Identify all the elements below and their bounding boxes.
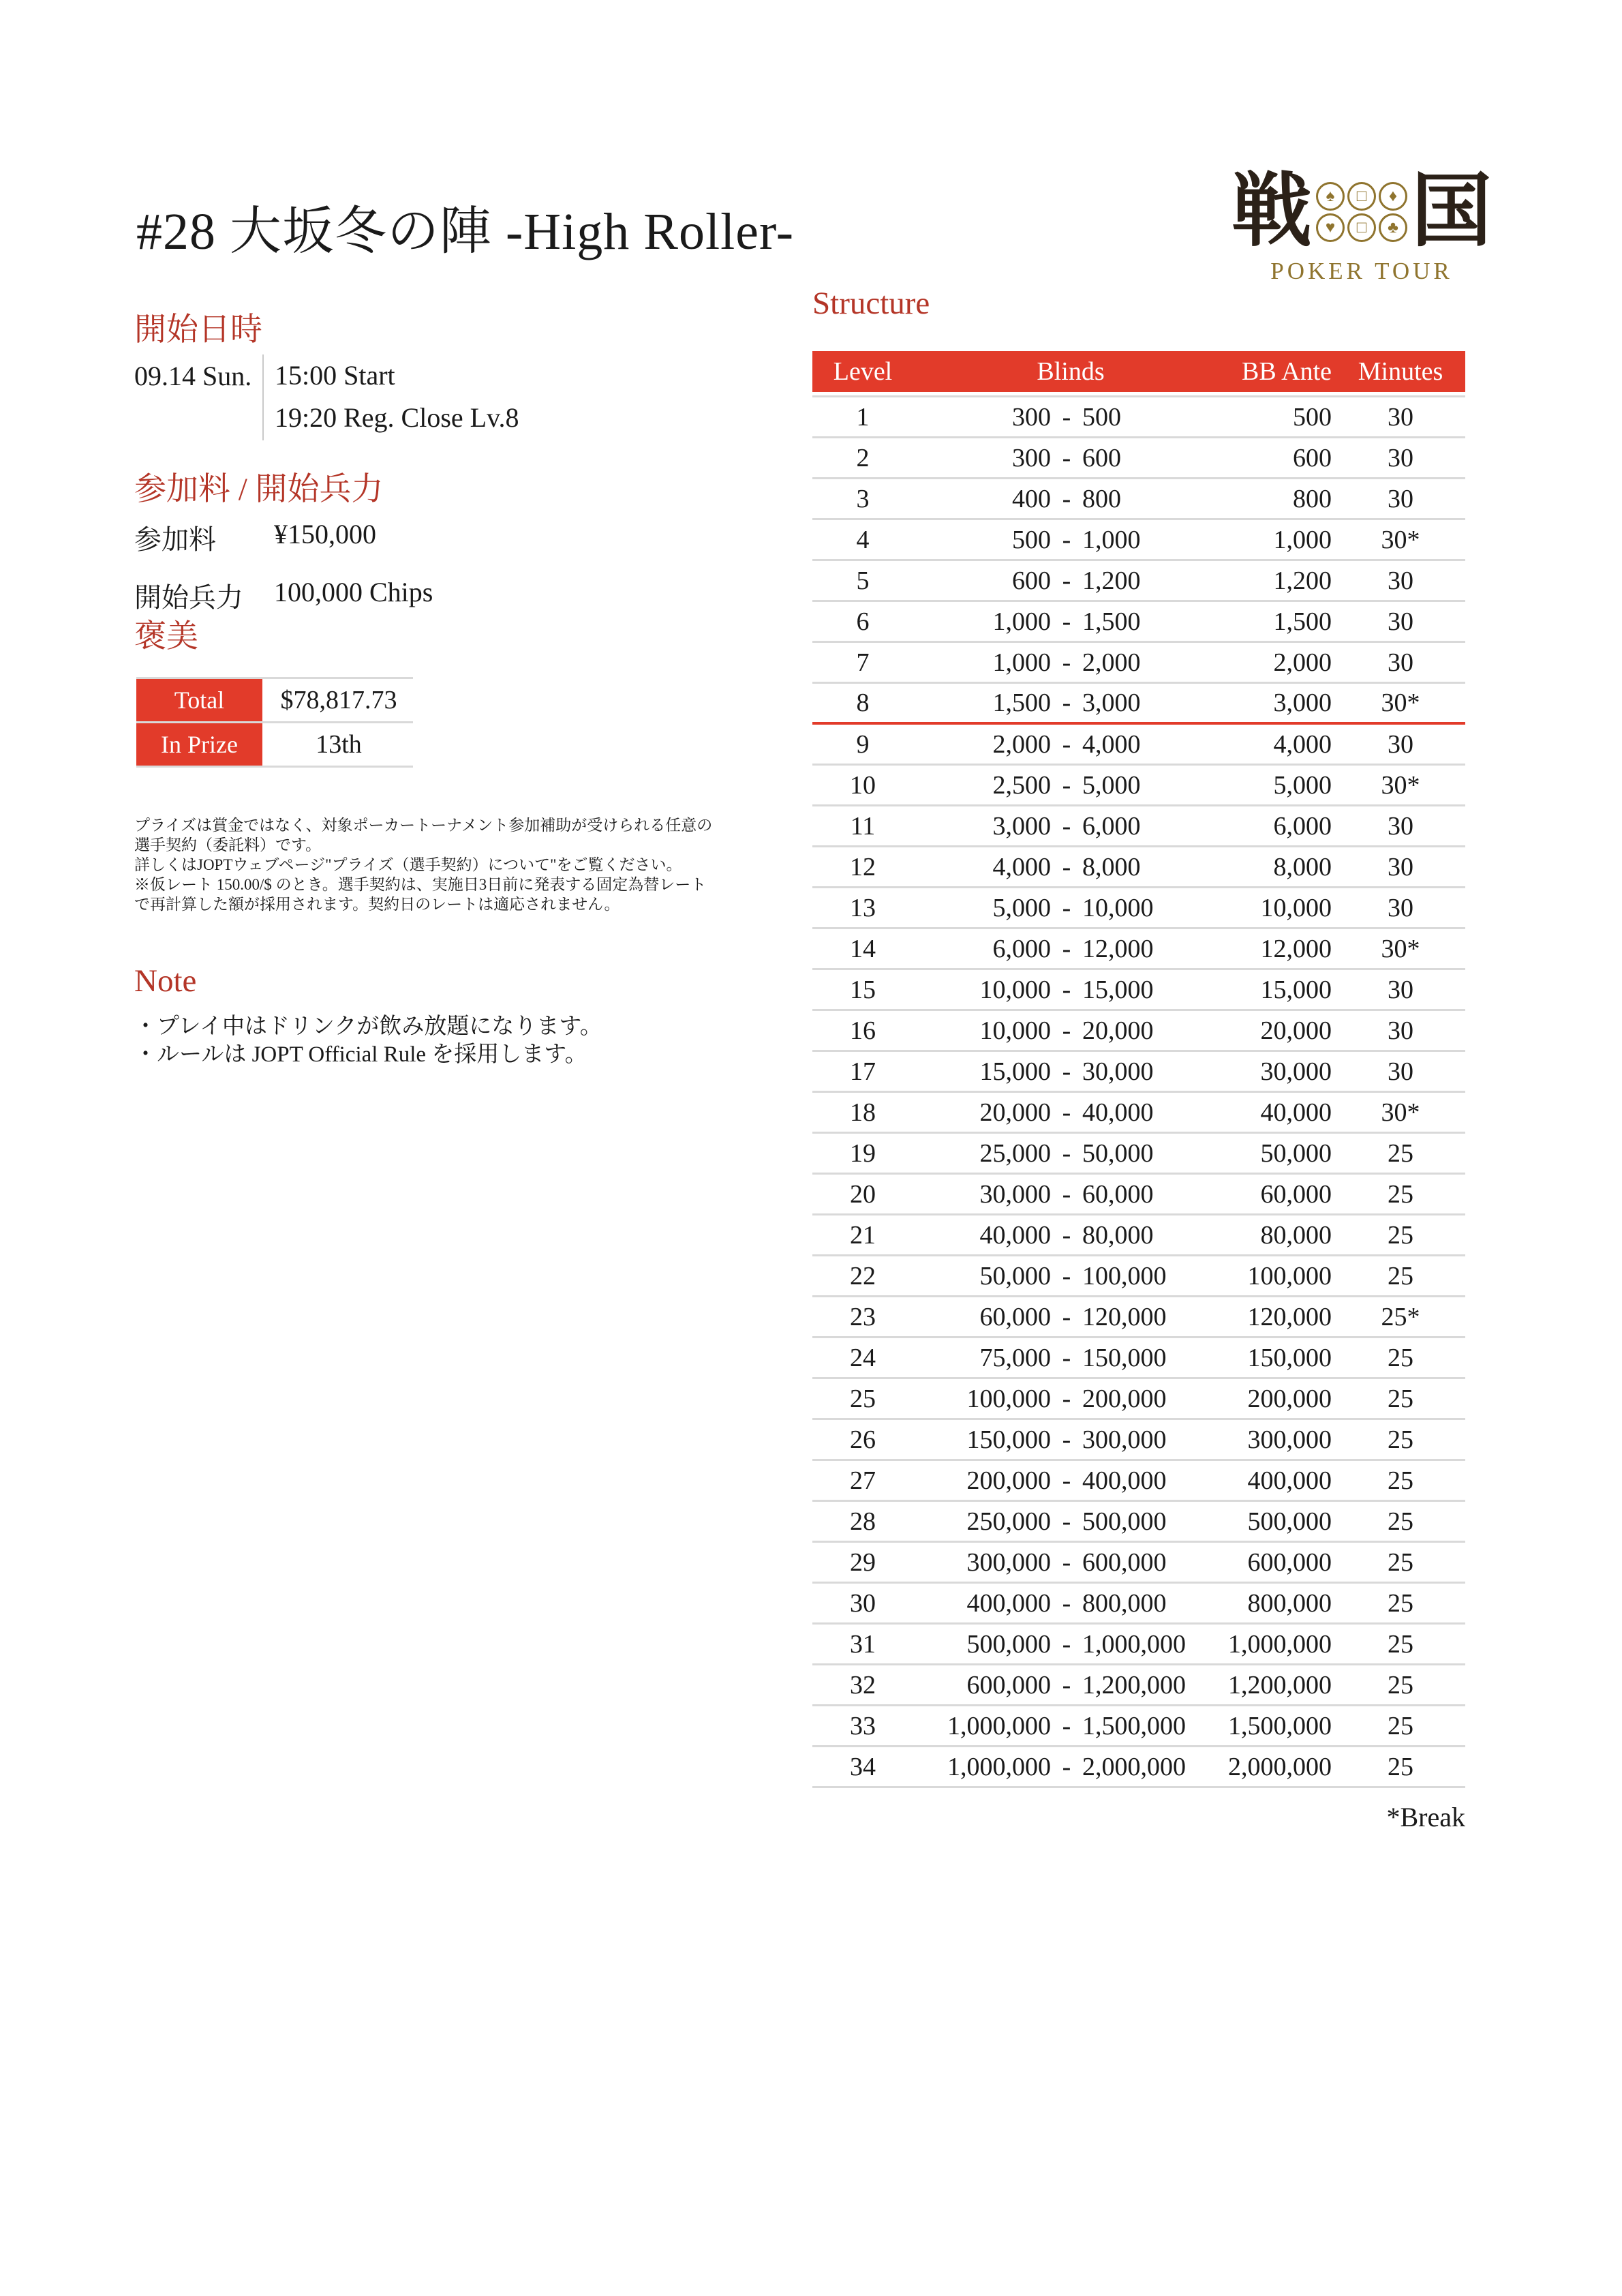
structure-row-level-23 <box>812 1297 1465 1338</box>
cell-level: 29 <box>850 1547 876 1577</box>
cell-bb-ante: 1,500,000 <box>1228 1711 1332 1740</box>
cell-minutes: 30 <box>1388 566 1413 595</box>
cell-level: 5 <box>856 566 870 595</box>
cell-big-blind: 150,000 <box>1082 1343 1167 1372</box>
cell-bb-ante: 400,000 <box>1247 1466 1332 1495</box>
structure-row-level-20 <box>812 1175 1465 1215</box>
logo-row <box>1231 167 1493 256</box>
cell-level: 17 <box>850 1057 876 1086</box>
cell-minutes: 25 <box>1388 1179 1413 1209</box>
cell-bb-ante: 8,000 <box>1273 852 1332 881</box>
cell-blinds-separator: - <box>1062 1547 1071 1577</box>
structure-row-level-17 <box>812 1052 1465 1093</box>
structure-row-level-33 <box>812 1706 1465 1747</box>
prize-total-value: $78,817.73 <box>280 686 397 714</box>
cell-small-blind: 1,500 <box>992 689 1051 717</box>
cell-small-blind: 4,000 <box>992 852 1051 881</box>
cell-bb-ante: 30,000 <box>1260 1057 1332 1086</box>
cell-level: 15 <box>850 975 876 1004</box>
structure-row-level-28 <box>812 1502 1465 1543</box>
cell-small-blind: 10,000 <box>979 1016 1051 1045</box>
cell-big-blind: 40,000 <box>1082 1098 1154 1127</box>
cell-blinds-separator: - <box>1062 1138 1071 1168</box>
cell-minutes: 30 <box>1388 975 1413 1004</box>
prize-row-total <box>136 677 413 721</box>
coin-icon: □ <box>1347 213 1376 242</box>
column-header-blinds: Blinds <box>1037 357 1105 386</box>
cell-level: 21 <box>850 1220 876 1250</box>
cell-level: 31 <box>850 1629 876 1659</box>
cell-big-blind: 2,000,000 <box>1082 1752 1186 1781</box>
prize-inprize-value: 13th <box>316 730 362 759</box>
structure-row-level-4 <box>812 520 1465 561</box>
cell-minutes: 25 <box>1388 1343 1413 1372</box>
cell-bb-ante: 15,000 <box>1260 975 1332 1004</box>
structure-row-level-31 <box>812 1625 1465 1665</box>
cell-small-blind: 250,000 <box>966 1507 1051 1536</box>
structure-row-level-34 <box>812 1747 1465 1788</box>
cell-bb-ante: 500,000 <box>1247 1507 1332 1536</box>
cell-big-blind: 80,000 <box>1082 1220 1154 1250</box>
entry-heading: 参加料 / 開始兵力 <box>134 472 384 507</box>
cell-minutes: 30 <box>1388 893 1413 922</box>
cell-minutes: 30* <box>1381 1098 1420 1127</box>
cell-blinds-separator: - <box>1062 852 1071 881</box>
structure-table-body <box>812 395 1465 1788</box>
cell-blinds-separator: - <box>1062 729 1071 759</box>
cell-level: 28 <box>850 1507 876 1536</box>
prize-total-label: Total <box>136 679 262 721</box>
structure-table <box>812 351 1465 1788</box>
cell-big-blind: 800 <box>1082 484 1121 513</box>
cell-small-blind: 15,000 <box>979 1057 1051 1086</box>
cell-big-blind: 15,000 <box>1082 975 1154 1004</box>
cell-blinds-separator: - <box>1062 607 1071 636</box>
logo-kanji-left: 戦 <box>1231 167 1312 256</box>
structure-row-level-3 <box>812 479 1465 520</box>
cell-blinds-separator: - <box>1062 484 1071 513</box>
club-icon: ♣ <box>1379 213 1407 242</box>
cell-bb-ante: 60,000 <box>1260 1179 1332 1209</box>
cell-small-blind: 200,000 <box>966 1466 1051 1495</box>
structure-heading: Structure <box>812 286 930 321</box>
cell-small-blind: 150,000 <box>966 1425 1051 1454</box>
cell-small-blind: 500,000 <box>966 1629 1051 1659</box>
cell-minutes: 30 <box>1388 1016 1413 1045</box>
cell-level: 10 <box>850 770 876 800</box>
cell-minutes: 25 <box>1388 1588 1413 1618</box>
cell-big-blind: 400,000 <box>1082 1466 1167 1495</box>
page-title: #28 大坂冬の陣 -High Roller- <box>136 203 795 260</box>
schedule-block <box>134 354 519 440</box>
cell-bb-ante: 2,000,000 <box>1228 1752 1332 1781</box>
cell-bb-ante: 80,000 <box>1260 1220 1332 1250</box>
prize-table <box>136 677 413 768</box>
structure-row-level-10 <box>812 766 1465 806</box>
schedule-time-start: 15:00 Start <box>275 360 395 391</box>
structure-row-level-7 <box>812 643 1465 684</box>
schedule-divider <box>262 354 264 440</box>
entry-fee-label: 参加料 <box>134 524 216 555</box>
cell-blinds-separator: - <box>1062 1220 1071 1250</box>
cell-level: 16 <box>850 1016 876 1045</box>
cell-blinds-separator: - <box>1062 1098 1071 1127</box>
brand-logo <box>1231 167 1493 285</box>
prize-inprize-label: In Prize <box>136 723 262 766</box>
cell-bb-ante: 1,200 <box>1273 566 1332 595</box>
cell-minutes: 25 <box>1388 1629 1413 1659</box>
cell-bb-ante: 5,000 <box>1273 770 1332 800</box>
disclaimer-line: 選手契約（委託料）です。 <box>134 836 322 854</box>
cell-small-blind: 50,000 <box>979 1261 1051 1290</box>
cell-small-blind: 30,000 <box>979 1179 1051 1209</box>
structure-row-level-13 <box>812 888 1465 929</box>
cell-level: 2 <box>856 443 870 472</box>
cell-big-blind: 800,000 <box>1082 1588 1167 1618</box>
entry-fee-value: ¥150,000 <box>274 519 376 549</box>
cell-small-blind: 40,000 <box>979 1220 1051 1250</box>
cell-minutes: 25 <box>1388 1466 1413 1495</box>
cell-minutes: 30 <box>1388 852 1413 881</box>
schedule-times <box>275 354 519 440</box>
structure-row-level-15 <box>812 970 1465 1011</box>
note-heading: Note <box>134 963 197 999</box>
cell-minutes: 25 <box>1388 1670 1413 1700</box>
cell-blinds-separator: - <box>1062 770 1071 800</box>
cell-blinds-separator: - <box>1062 1302 1071 1331</box>
cell-small-blind: 20,000 <box>979 1098 1051 1127</box>
cell-small-blind: 1,000 <box>992 648 1051 677</box>
note-bullet: ・ルールは JOPT Official Rule を採用します。 <box>134 1042 587 1067</box>
cell-blinds-separator: - <box>1062 1670 1071 1700</box>
cell-level: 4 <box>856 525 870 554</box>
cell-level: 19 <box>850 1138 876 1168</box>
prize-disclaimer <box>134 815 789 914</box>
cell-level: 14 <box>850 934 876 963</box>
cell-level: 6 <box>856 607 870 636</box>
schedule-time-regclose: 19:20 Reg. Close Lv.8 <box>275 402 519 433</box>
cell-blinds-separator: - <box>1062 1343 1071 1372</box>
cell-bb-ante: 1,000,000 <box>1228 1629 1332 1659</box>
cell-bb-ante: 500 <box>1293 402 1332 432</box>
cell-bb-ante: 10,000 <box>1260 893 1332 922</box>
cell-small-blind: 600 <box>1012 566 1051 595</box>
cell-minutes: 30 <box>1388 811 1413 841</box>
structure-row-level-18 <box>812 1093 1465 1134</box>
cell-small-blind: 1,000,000 <box>947 1711 1051 1740</box>
cell-small-blind: 10,000 <box>979 975 1051 1004</box>
cell-bb-ante: 800,000 <box>1247 1588 1332 1618</box>
cell-small-blind: 1,000 <box>992 607 1051 636</box>
cell-small-blind: 500 <box>1012 525 1051 554</box>
structure-row-level-25 <box>812 1379 1465 1420</box>
cell-minutes: 30 <box>1388 443 1413 472</box>
cell-blinds-separator: - <box>1062 1711 1071 1740</box>
cell-minutes: 30 <box>1388 484 1413 513</box>
cell-big-blind: 1,200,000 <box>1082 1670 1186 1700</box>
cell-big-blind: 100,000 <box>1082 1261 1167 1290</box>
starting-stack-value: 100,000 Chips <box>274 577 433 607</box>
cell-blinds-separator: - <box>1062 1384 1071 1413</box>
cell-big-blind: 2,000 <box>1082 648 1141 677</box>
cell-small-blind: 2,000 <box>992 729 1051 759</box>
cell-level: 9 <box>856 729 870 759</box>
cell-blinds-separator: - <box>1062 525 1071 554</box>
cell-bb-ante: 1,200,000 <box>1228 1670 1332 1700</box>
entry-row-stack <box>134 576 433 615</box>
cell-level: 24 <box>850 1343 876 1372</box>
cell-level: 12 <box>850 852 876 881</box>
structure-row-level-6 <box>812 602 1465 643</box>
cell-big-blind: 1,200 <box>1082 566 1141 595</box>
cell-small-blind: 300 <box>1012 402 1051 432</box>
prize-heading: 褒美 <box>134 619 198 654</box>
cell-big-blind: 5,000 <box>1082 770 1141 800</box>
structure-row-level-1 <box>812 397 1465 438</box>
cell-big-blind: 6,000 <box>1082 811 1141 841</box>
cell-minutes: 25 <box>1388 1547 1413 1577</box>
cell-blinds-separator: - <box>1062 648 1071 677</box>
cell-level: 8 <box>856 689 870 717</box>
cell-blinds-separator: - <box>1062 566 1071 595</box>
cell-blinds-separator: - <box>1062 893 1071 922</box>
cell-big-blind: 600 <box>1082 443 1121 472</box>
cell-level: 23 <box>850 1302 876 1331</box>
cell-big-blind: 500 <box>1082 402 1121 432</box>
cell-bb-ante: 1,000 <box>1273 525 1332 554</box>
column-header-minutes: Minutes <box>1358 357 1443 386</box>
cell-level: 22 <box>850 1261 876 1290</box>
cell-big-blind: 120,000 <box>1082 1302 1167 1331</box>
cell-small-blind: 2,500 <box>992 770 1051 800</box>
cell-level: 3 <box>856 484 870 513</box>
cell-blinds-separator: - <box>1062 443 1071 472</box>
structure-row-level-8 <box>812 684 1465 725</box>
cell-small-blind: 400 <box>1012 484 1051 513</box>
cell-bb-ante: 600 <box>1293 443 1332 472</box>
structure-row-level-14 <box>812 929 1465 970</box>
logo-kanji-right: 国 <box>1411 167 1493 256</box>
cell-big-blind: 8,000 <box>1082 852 1141 881</box>
cell-small-blind: 5,000 <box>992 893 1051 922</box>
cell-bb-ante: 100,000 <box>1247 1261 1332 1290</box>
cell-big-blind: 600,000 <box>1082 1547 1167 1577</box>
structure-row-level-5 <box>812 561 1465 602</box>
cell-level: 32 <box>850 1670 876 1700</box>
cell-blinds-separator: - <box>1062 1752 1071 1781</box>
structure-row-level-24 <box>812 1338 1465 1379</box>
cell-big-blind: 50,000 <box>1082 1138 1154 1168</box>
cell-big-blind: 200,000 <box>1082 1384 1167 1413</box>
cell-small-blind: 300,000 <box>966 1547 1051 1577</box>
cell-blinds-separator: - <box>1062 1507 1071 1536</box>
cell-big-blind: 10,000 <box>1082 893 1154 922</box>
coin-icon: □ <box>1347 182 1376 211</box>
cell-small-blind: 400,000 <box>966 1588 1051 1618</box>
cell-level: 30 <box>850 1588 876 1618</box>
cell-blinds-separator: - <box>1062 975 1071 1004</box>
cell-bb-ante: 600,000 <box>1247 1547 1332 1577</box>
cell-bb-ante: 150,000 <box>1247 1343 1332 1372</box>
cell-minutes: 25 <box>1388 1138 1413 1168</box>
cell-blinds-separator: - <box>1062 1261 1071 1290</box>
diamond-icon: ♦ <box>1379 182 1407 211</box>
cell-level: 1 <box>856 402 870 432</box>
cell-bb-ante: 120,000 <box>1247 1302 1332 1331</box>
column-header-level: Level <box>833 357 893 386</box>
cell-big-blind: 300,000 <box>1082 1425 1167 1454</box>
cell-level: 20 <box>850 1179 876 1209</box>
disclaimer-line: プライズは賞金ではなく、対象ポーカートーナメント参加補助が受けられる任意の <box>134 817 713 834</box>
structure-row-level-11 <box>812 806 1465 847</box>
cell-blinds-separator: - <box>1062 1629 1071 1659</box>
cell-bb-ante: 4,000 <box>1273 729 1332 759</box>
cell-blinds-separator: - <box>1062 934 1071 963</box>
cell-level: 11 <box>850 811 876 841</box>
cell-minutes: 30 <box>1388 402 1413 432</box>
cell-small-blind: 60,000 <box>979 1302 1051 1331</box>
cell-level: 13 <box>850 893 876 922</box>
cell-blinds-separator: - <box>1062 811 1071 841</box>
cell-level: 33 <box>850 1711 876 1740</box>
cell-bb-ante: 50,000 <box>1260 1138 1332 1168</box>
logo-wordmark: POKER TOUR <box>1270 258 1453 284</box>
cell-minutes: 30 <box>1388 729 1413 759</box>
cell-minutes: 30* <box>1381 525 1420 554</box>
prize-row-inprize <box>136 721 413 768</box>
starting-stack-label: 開始兵力 <box>134 582 243 613</box>
cell-big-blind: 1,500 <box>1082 607 1141 636</box>
cell-small-blind: 100,000 <box>966 1384 1051 1413</box>
cell-small-blind: 600,000 <box>966 1670 1051 1700</box>
cell-minutes: 30* <box>1381 770 1420 800</box>
structure-row-level-16 <box>812 1011 1465 1052</box>
structure-row-level-26 <box>812 1420 1465 1461</box>
cell-big-blind: 1,000,000 <box>1082 1629 1186 1659</box>
cell-blinds-separator: - <box>1062 1057 1071 1086</box>
cell-small-blind: 3,000 <box>992 811 1051 841</box>
cell-minutes: 25 <box>1388 1752 1413 1781</box>
cell-minutes: 30* <box>1381 689 1420 717</box>
cell-bb-ante: 800 <box>1293 484 1332 513</box>
cell-big-blind: 1,000 <box>1082 525 1141 554</box>
cell-minutes: 25 <box>1388 1384 1413 1413</box>
disclaimer-line: 詳しくはJOPTウェブページ"プライズ（選手契約）について"をご覧ください。 <box>134 856 682 873</box>
disclaimer-line: ※仮レート 150.00/$ のとき。選手契約は、実施日3日前に発表する固定為替レート <box>134 876 707 893</box>
cell-level: 18 <box>850 1098 876 1127</box>
structure-row-level-27 <box>812 1461 1465 1502</box>
cell-bb-ante: 1,500 <box>1273 607 1332 636</box>
cell-small-blind: 25,000 <box>979 1138 1051 1168</box>
cell-small-blind: 75,000 <box>979 1343 1051 1372</box>
cell-minutes: 25* <box>1381 1302 1420 1331</box>
cell-big-blind: 30,000 <box>1082 1057 1154 1086</box>
cell-minutes: 25 <box>1388 1261 1413 1290</box>
cell-minutes: 30 <box>1388 648 1413 677</box>
structure-table-header <box>812 351 1465 392</box>
cell-big-blind: 60,000 <box>1082 1179 1154 1209</box>
cell-bb-ante: 20,000 <box>1260 1016 1332 1045</box>
structure-row-level-22 <box>812 1256 1465 1297</box>
cell-blinds-separator: - <box>1062 1179 1071 1209</box>
structure-row-level-19 <box>812 1134 1465 1175</box>
break-note: *Break <box>1386 1802 1465 1832</box>
structure-row-level-9 <box>812 725 1465 766</box>
cell-big-blind: 12,000 <box>1082 934 1154 963</box>
cell-minutes: 30 <box>1388 607 1413 636</box>
cell-small-blind: 6,000 <box>992 934 1051 963</box>
cell-big-blind: 20,000 <box>1082 1016 1154 1045</box>
logo-suit-circles <box>1316 182 1407 242</box>
heart-icon: ♥ <box>1316 213 1345 242</box>
column-header-bb-ante: BB Ante <box>1242 357 1332 386</box>
cell-small-blind: 1,000,000 <box>947 1752 1051 1781</box>
structure-row-level-12 <box>812 847 1465 888</box>
cell-minutes: 25 <box>1388 1220 1413 1250</box>
cell-blinds-separator: - <box>1062 1016 1071 1045</box>
cell-big-blind: 3,000 <box>1082 689 1141 717</box>
cell-level: 26 <box>850 1425 876 1454</box>
cell-bb-ante: 40,000 <box>1260 1098 1332 1127</box>
cell-bb-ante: 300,000 <box>1247 1425 1332 1454</box>
note-list <box>134 1013 602 1069</box>
structure-row-level-30 <box>812 1584 1465 1625</box>
cell-blinds-separator: - <box>1062 402 1071 432</box>
cell-level: 27 <box>850 1466 876 1495</box>
cell-minutes: 30* <box>1381 934 1420 963</box>
cell-blinds-separator: - <box>1062 1588 1071 1618</box>
structure-row-level-2 <box>812 438 1465 479</box>
disclaimer-line: で再計算した額が採用されます。契約日のレートは適応されません。 <box>134 896 620 913</box>
cell-big-blind: 500,000 <box>1082 1507 1167 1536</box>
entry-row-fee <box>134 518 433 557</box>
structure-row-level-21 <box>812 1215 1465 1256</box>
note-bullet: ・プレイ中はドリンクが飲み放題になります。 <box>134 1014 602 1039</box>
cell-level: 34 <box>850 1752 876 1781</box>
cell-big-blind: 4,000 <box>1082 729 1141 759</box>
structure-row-level-32 <box>812 1665 1465 1706</box>
structure-row-level-29 <box>812 1543 1465 1584</box>
cell-level: 25 <box>850 1384 876 1413</box>
cell-minutes: 25 <box>1388 1711 1413 1740</box>
cell-minutes: 30 <box>1388 1057 1413 1086</box>
cell-bb-ante: 200,000 <box>1247 1384 1332 1413</box>
cell-minutes: 25 <box>1388 1507 1413 1536</box>
cell-bb-ante: 3,000 <box>1273 689 1332 717</box>
cell-bb-ante: 2,000 <box>1273 648 1332 677</box>
cell-blinds-separator: - <box>1062 1466 1071 1495</box>
schedule-date: 09.14 Sun. <box>134 361 252 391</box>
cell-small-blind: 300 <box>1012 443 1051 472</box>
cell-bb-ante: 12,000 <box>1260 934 1332 963</box>
cell-big-blind: 1,500,000 <box>1082 1711 1186 1740</box>
spade-icon: ♠ <box>1316 182 1345 211</box>
cell-bb-ante: 6,000 <box>1273 811 1332 841</box>
cell-level: 7 <box>856 648 870 677</box>
cell-blinds-separator: - <box>1062 689 1071 717</box>
schedule-heading: 開始日時 <box>134 312 262 348</box>
cell-minutes: 25 <box>1388 1425 1413 1454</box>
cell-blinds-separator: - <box>1062 1425 1071 1454</box>
